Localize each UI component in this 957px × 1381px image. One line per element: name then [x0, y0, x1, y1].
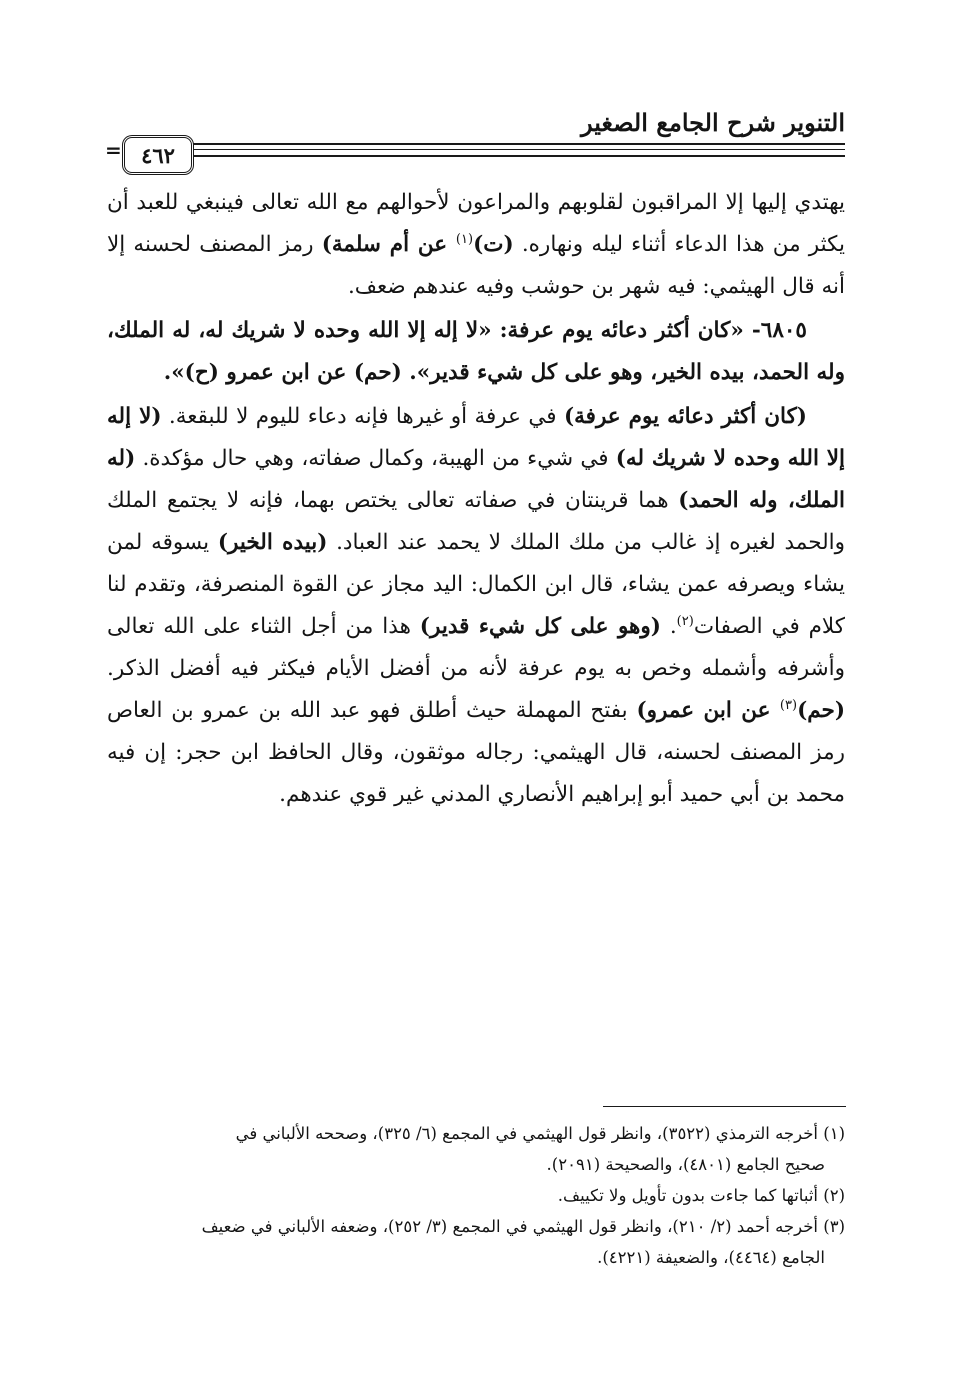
footnote-1-continued: صحيح الجامع (٤٨٠١)، والصحيحة (٢٠٩١).: [546, 1155, 825, 1174]
footnote-separator: [603, 1106, 846, 1107]
footnote-3: (٣) أخرجه أحمد (٢/ ٢١٠)، وانظر قول الهيثمي في المجمع (٣/ ٢٥٢)، وضعفه الألباني في ضعيف: [201, 1217, 845, 1236]
footnote-ref-2[interactable]: (٢): [676, 613, 694, 629]
paragraph-commentary: (كان أكثر دعائه يوم عرفة) في عرفة أو غيرها فإنه دعاء لليوم لا للبقعة. (لا إله إلا الله وحده لا شريك له) في شيء من الهيبة، وكمال صفاته، وهي حال مؤكدة. (له الملك، وله الحمد) هما قرينتان في صفاته تعالى يختص بهما، فإنه لا يجتمع الملك والحمد لغيره إذ غالب من ملك الملك لا يحمد عند العباد. (بيده الخير) يسوقه لمن يشاء ويصرفه عمن يشاء، قال ابن الكمال: اليد مجاز عن القوة المنصرفة، وتقدم لنا كلام في الصفات$^{(٢)}$. (وهو على كل شيء قدير) هذا من أجل الثناء على الله تعالى وأشرفه وأشمله وخص به يوم عرفة لأنه من أفضل الأيام فيكثر فيه أفضل الذكر. (حم)$^{(٣)}$ عن ابن عمرو) بفتح المهملة حيث أطلق فهو عبد الله بن عمرو بن العاص رمز المصنف لحسنه، قال الهيثمي: رجاله موثقون، وقال الحافظ ابن حجر: إن فيه محمد بن أبي حميد أبو إبراهيم الأنصاري المدني غير قوي عندهم.: [107, 404, 846, 807]
page-header-title: التنوير شرح الجامع الصغير: [581, 108, 845, 137]
hadith-number: ٦٨٠٥-: [743, 318, 807, 343]
footnotes: [107, 1118, 845, 1273]
header-rule-bottom: [190, 155, 845, 157]
footnote-2: (٢) أثباتها كما جاءت بدون تأويل ولا تكييف.: [557, 1186, 845, 1205]
main-text: [107, 182, 845, 816]
footnote-ref-1[interactable]: (١): [455, 231, 474, 247]
page-number-box: [122, 135, 194, 175]
page-number: ٤٦٢: [141, 142, 175, 168]
footnote-ref-3[interactable]: (٣): [779, 697, 798, 713]
footnote-1: (١) أخرجه الترمذي (٣٥٢٢)، وانظر قول الهيثمي في المجمع (٦/ ٣٢٥)، وصححه الألباني في: [235, 1124, 845, 1143]
paragraph-intro: يهتدي إليها إلا المراقبون لقلوبهم والمراعون لأحوالهم مع الله تعالى فينبغي للعبد أن يكثر من هذا الدعاء أثناء ليله ونهاره. (ت)$^{(١)}$ عن أم سلمة) رمز المصنف لحسنه إلا أنه قال الهيثمي: فيه شهر بن حوشب وفيه عندهم ضعف.: [107, 190, 845, 299]
header-rule-middle: [190, 149, 845, 150]
header-rule-top: [190, 143, 845, 145]
hadith-text: ٦٨٠٥- «كان أكثر دعائه يوم عرفة: «لا إله إلا الله وحده لا شريك له، له الملك، وله الحمد، بيده الخير، وهو على كل شيء قدير». (حم) عن ابن عمرو (ح)».: [107, 318, 845, 385]
header-edge-mark: =: [105, 138, 122, 162]
footnote-3-continued: الجامع (٤٤٦٤)، والضعيفة (٤٢٢١).: [597, 1248, 825, 1267]
